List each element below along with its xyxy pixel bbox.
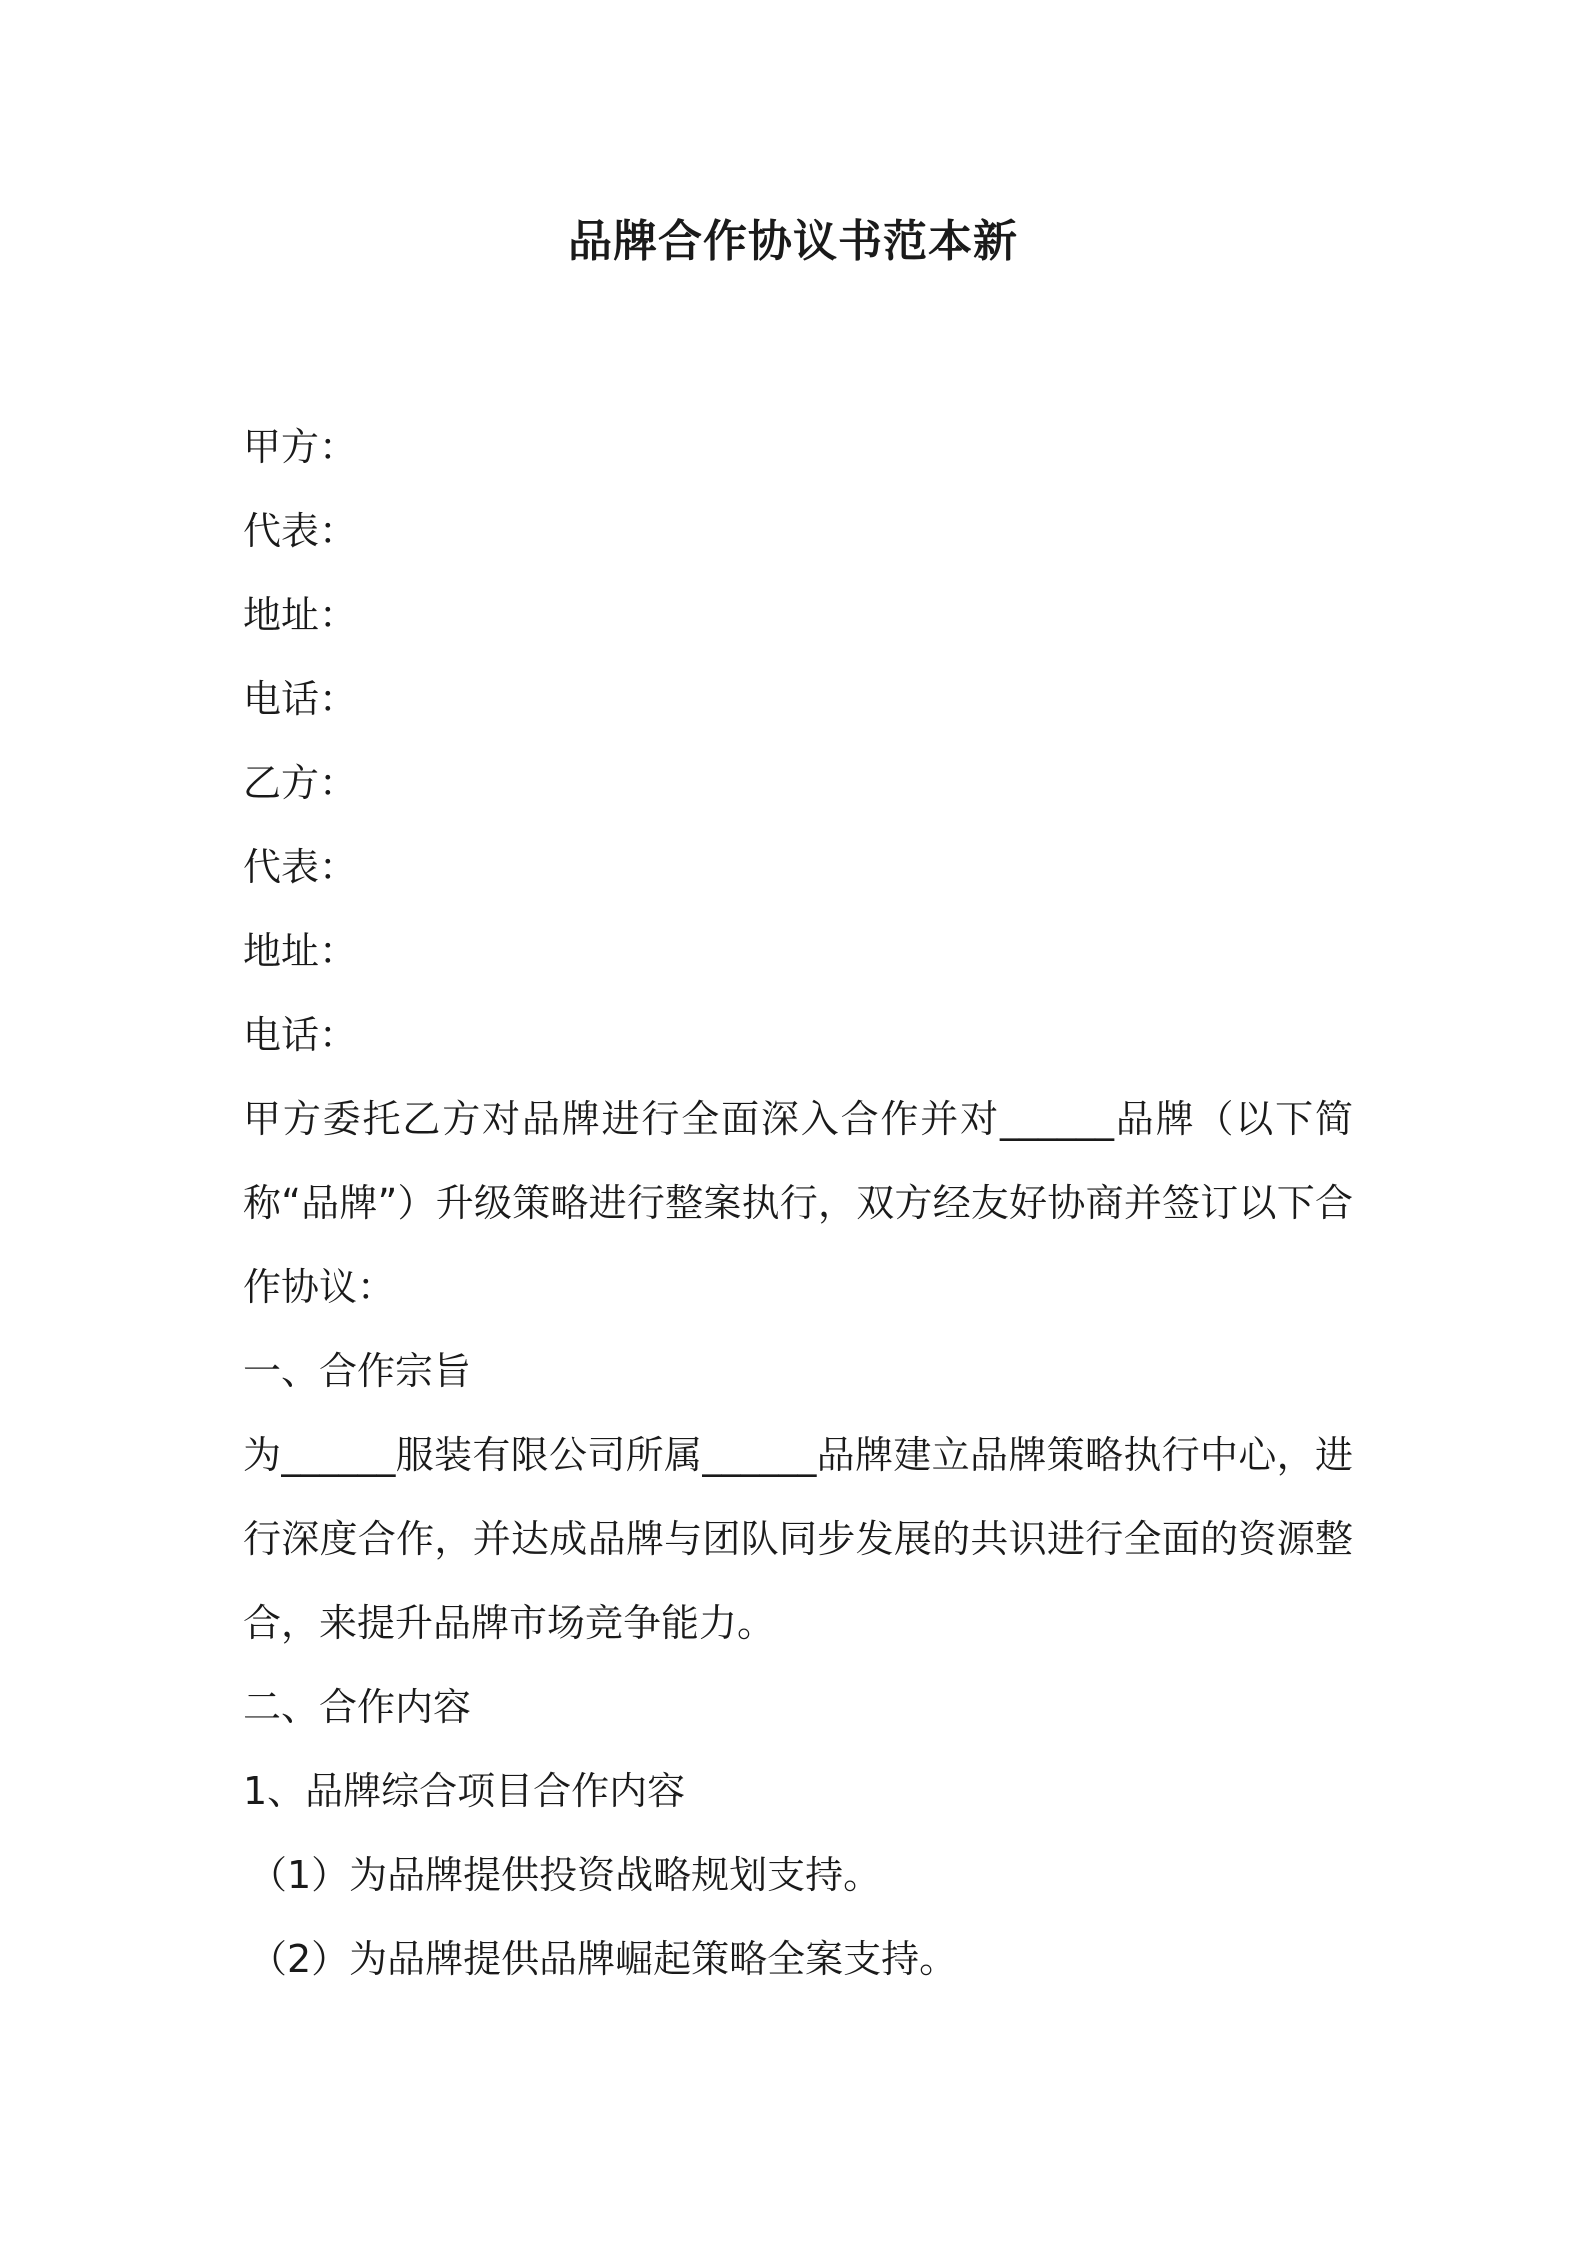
section-2-heading: 二、合作内容 bbox=[243, 1685, 472, 1729]
list-item: （2）为品牌提供品牌崛起策略全案支持。 bbox=[249, 1937, 958, 1981]
party-a-address-label: 地址： bbox=[243, 593, 358, 637]
section-1-heading: 一、合作宗旨 bbox=[243, 1349, 472, 1393]
party-a-phone-label: 电话： bbox=[243, 677, 358, 721]
list-item: （1）为品牌提供投资战略规划支持。 bbox=[249, 1853, 882, 1897]
party-b-label: 乙方： bbox=[243, 761, 358, 805]
party-a-label: 甲方： bbox=[243, 425, 358, 469]
document-title: 品牌合作协议书范本新 bbox=[568, 216, 1018, 267]
party-b-address-label: 地址： bbox=[243, 929, 358, 973]
party-b-phone-label: 电话： bbox=[243, 1013, 358, 1057]
party-b-representative-label: 代表： bbox=[243, 845, 358, 889]
section-2-subheading: 1、品牌综合项目合作内容 bbox=[243, 1769, 686, 1813]
document-body bbox=[243, 405, 1353, 2001]
section-1-paragraph: 为______服装有限公司所属______品牌建立品牌策略执行中心，进行深度合作，并达成品牌与团队同步发展的共识进行全面的资源整合，来提升品牌市场竞争能力。 bbox=[243, 1433, 1353, 1645]
intro-paragraph: 甲方委托乙方对品牌进行全面深入合作并对______品牌（以下简称“品牌”）升级策略进行整案执行，双方经友好协商并签订以下合作协议： bbox=[243, 1097, 1353, 1309]
party-a-representative-label: 代表： bbox=[243, 509, 358, 553]
